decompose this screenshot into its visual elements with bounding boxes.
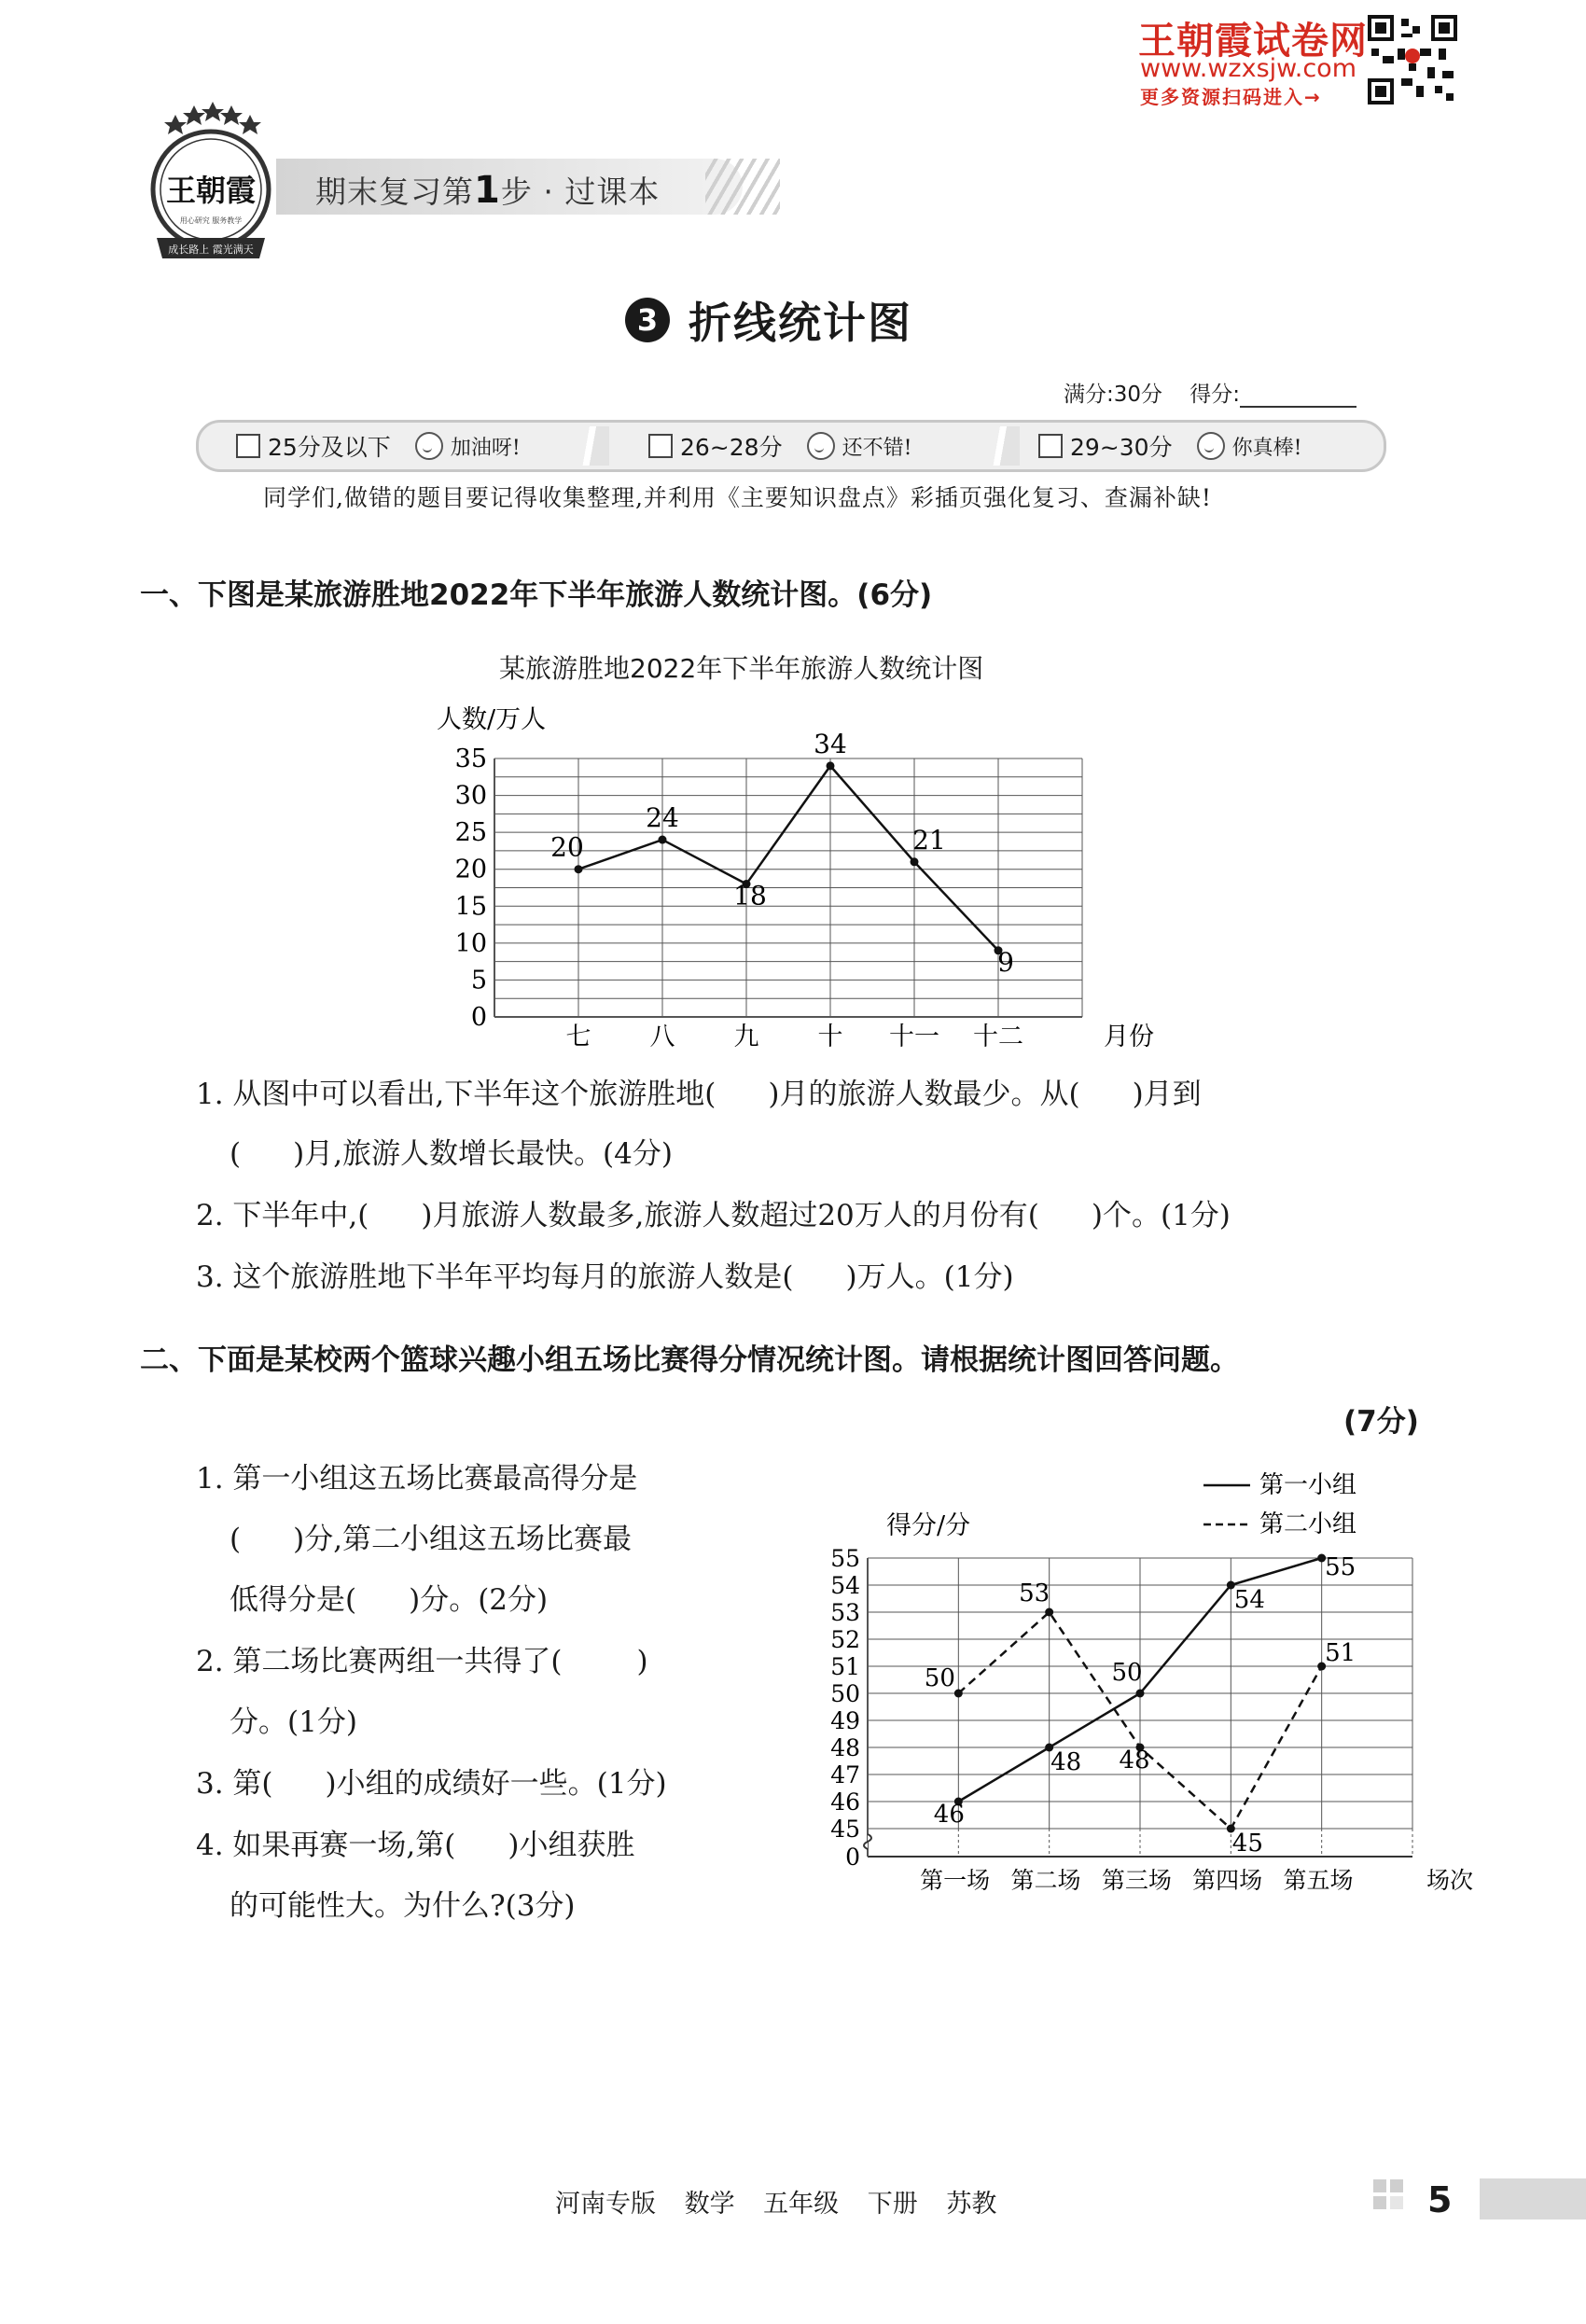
y-tick-label: 0: [845, 1844, 860, 1871]
wangzhaoxia-logo: [138, 98, 278, 275]
smile-face-icon: [1197, 432, 1225, 460]
axis-break-icon: [864, 1834, 871, 1849]
score-got-label: 得分:: [1190, 383, 1241, 407]
data-point: [827, 761, 835, 770]
data-label: 9: [997, 946, 1014, 978]
s2-q2-line2: 分。(1分): [230, 1705, 357, 1739]
y-tick-label: 47: [830, 1761, 860, 1788]
legend-label: 第一小组: [1259, 1471, 1357, 1499]
rating-range-low: 25分及以下: [268, 434, 391, 461]
data-label: 50: [1111, 1659, 1143, 1687]
s2-q4-line1: 4. 如果再赛一场,第( )小组获胜: [196, 1829, 635, 1862]
data-label: 20: [550, 831, 584, 863]
header-suffix: 步 · 过课本: [500, 174, 661, 210]
y-tick-label: 46: [830, 1788, 860, 1816]
rating-checkbox-high[interactable]: [1038, 434, 1063, 458]
x-tick-label: 十: [817, 1023, 843, 1051]
series-line: [578, 766, 998, 951]
data-label: 18: [733, 880, 767, 912]
brand-url[interactable]: www.wzxsjw.com: [1140, 54, 1357, 83]
section2-heading: 二、下面是某校两个篮球兴趣小组五场比赛得分情况统计图。请根据统计图回答问题。: [140, 1343, 1239, 1377]
rating-range-high: 29~30分: [1070, 434, 1173, 461]
y-tick-label: 52: [830, 1626, 860, 1653]
y-tick-label: 20: [454, 855, 487, 884]
rating-checkbox-mid[interactable]: [648, 434, 673, 458]
rating-bar: [196, 420, 1386, 472]
x-tick-label: 第一场: [920, 1867, 991, 1894]
x-tick-label: 七: [565, 1023, 591, 1051]
data-label: 48: [1119, 1746, 1150, 1774]
y-tick-label: 0: [470, 1003, 487, 1032]
s2-q1-line2: ( )分,第二小组这五场比赛最: [230, 1523, 633, 1556]
chart2-line-chart: [812, 1465, 1474, 1903]
x-tick-label: 十二: [973, 1023, 1023, 1051]
brand-more-link[interactable]: 更多资源扫码进入→: [1140, 86, 1322, 108]
header-prefix: 期末复习第: [315, 174, 474, 210]
s2-q4-line2: 的可能性大。为什么?(3分): [230, 1889, 576, 1923]
y-tick-label: 5: [470, 966, 487, 995]
score-input-blank[interactable]: [1240, 387, 1356, 408]
rating-checkbox-low[interactable]: [236, 434, 260, 458]
qr-code-icon[interactable]: [1368, 15, 1457, 104]
section1-heading: 一、下图是某旅游胜地2022年下半年旅游人数统计图。(6分): [140, 578, 933, 612]
data-label: 34: [814, 728, 847, 759]
s2-q3: 3. 第( )小组的成绩好一些。(1分): [196, 1767, 667, 1801]
y-tick-label: 49: [830, 1707, 860, 1734]
data-point: [1136, 1690, 1145, 1698]
s1-q1-line1: 1. 从图中可以看出,下半年这个旅游胜地( )月的旅游人数最少。从( )月到: [196, 1078, 1202, 1111]
data-point: [659, 836, 667, 844]
y-tick-label: 10: [454, 928, 487, 958]
smile-face-icon: [415, 432, 443, 460]
x-tick-label: 十一: [889, 1023, 939, 1051]
rating-range-mid: 26~28分: [680, 434, 783, 461]
y-tick-label: 15: [454, 892, 487, 922]
data-label: 24: [646, 802, 679, 834]
footer-edition: 河南专版 数学 五年级 下册 苏教: [555, 2190, 997, 2219]
y-tick-label: 51: [830, 1653, 860, 1680]
title-text: 折线统计图: [689, 298, 912, 348]
logo-ribbon: 成长路上 霞光满天: [168, 244, 254, 256]
y-tick-label: 54: [830, 1572, 860, 1599]
x-tick-label: 第三场: [1101, 1867, 1172, 1894]
page-title: [625, 289, 912, 351]
data-label: 51: [1325, 1639, 1356, 1667]
y-tick-label: 35: [454, 745, 487, 773]
logo-motto: 用心研究 服务教学: [179, 216, 243, 225]
s1-q3: 3. 这个旅游胜地下半年平均每月的旅游人数是( )万人。(1分): [196, 1260, 1014, 1294]
data-point: [1045, 1608, 1053, 1617]
rating-segment-mid: [648, 428, 911, 464]
s2-q1-line1: 1. 第一小组这五场比赛最高得分是: [196, 1462, 638, 1496]
smile-face-icon: [807, 432, 835, 460]
s1-q1-line2: ( )月,旅游人数增长最快。(4分): [230, 1137, 673, 1171]
rating-msg-mid: 还不错!: [842, 436, 912, 460]
data-label: 53: [1019, 1579, 1050, 1607]
y-tick-label: 30: [454, 781, 487, 811]
chart1-title: 某旅游胜地2022年下半年旅游人数统计图: [499, 653, 984, 684]
score-line: [1064, 377, 1356, 408]
logo-name: 王朝霞: [165, 173, 257, 208]
y-tick-label: 50: [830, 1680, 860, 1707]
y-tick-label: 45: [830, 1816, 860, 1843]
full-score-label: 满分:30分: [1064, 383, 1163, 407]
y-tick-label: 53: [830, 1599, 860, 1626]
y-axis-label: 得分/分: [886, 1511, 971, 1540]
header-step: 1: [474, 169, 501, 212]
data-label: 21: [912, 824, 946, 856]
s2-q2-line1: 2. 第二场比赛两组一共得了( ): [196, 1645, 648, 1678]
rating-msg-low: 加油呀!: [450, 436, 521, 460]
x-tick-label: 九: [733, 1023, 759, 1051]
section2-points: (7分): [1343, 1405, 1419, 1439]
tip-note: 同学们,做错的题目要记得收集整理,并利用《主要知识盘点》彩插页强化复习、查漏补缺!: [263, 484, 1212, 511]
data-point: [954, 1690, 963, 1698]
data-label: 54: [1233, 1586, 1265, 1614]
rating-segment-low: [236, 428, 521, 464]
data-point: [911, 857, 919, 866]
page-number: 5: [1427, 2179, 1453, 2220]
y-axis-label: 人数/万人: [437, 705, 547, 734]
rating-segment-high: [1038, 428, 1301, 464]
data-label: 48: [1050, 1748, 1082, 1776]
footer-bar: [1480, 2178, 1586, 2220]
data-label: 55: [1325, 1553, 1356, 1581]
x-axis-label: 月份: [1104, 1023, 1154, 1051]
x-axis-label: 场次: [1426, 1867, 1474, 1894]
data-point: [575, 865, 583, 873]
data-label: 50: [924, 1664, 955, 1692]
data-label: 46: [933, 1801, 965, 1829]
brand-name: 王朝霞试卷网: [1138, 20, 1368, 63]
chart1-line-chart: [437, 690, 1154, 1054]
x-tick-label: 第五场: [1283, 1867, 1354, 1894]
x-tick-label: 第四场: [1192, 1867, 1263, 1894]
data-label: 45: [1231, 1830, 1263, 1858]
x-tick-label: 第二场: [1010, 1867, 1081, 1894]
x-tick-label: 八: [649, 1023, 675, 1051]
s2-q1-line3: 低得分是( )分。(2分): [230, 1583, 549, 1617]
y-tick-label: 55: [830, 1545, 860, 1572]
header-text: [315, 168, 660, 212]
rating-msg-high: 你真棒!: [1231, 436, 1302, 460]
title-number-badge: 3: [625, 298, 670, 342]
s1-q2: 2. 下半年中,( )月旅游人数最多,旅游人数超过20万人的月份有( )个。(1分): [196, 1199, 1231, 1232]
legend-label: 第二小组: [1259, 1510, 1357, 1538]
y-tick-label: 48: [830, 1734, 860, 1761]
y-tick-label: 25: [454, 818, 487, 848]
